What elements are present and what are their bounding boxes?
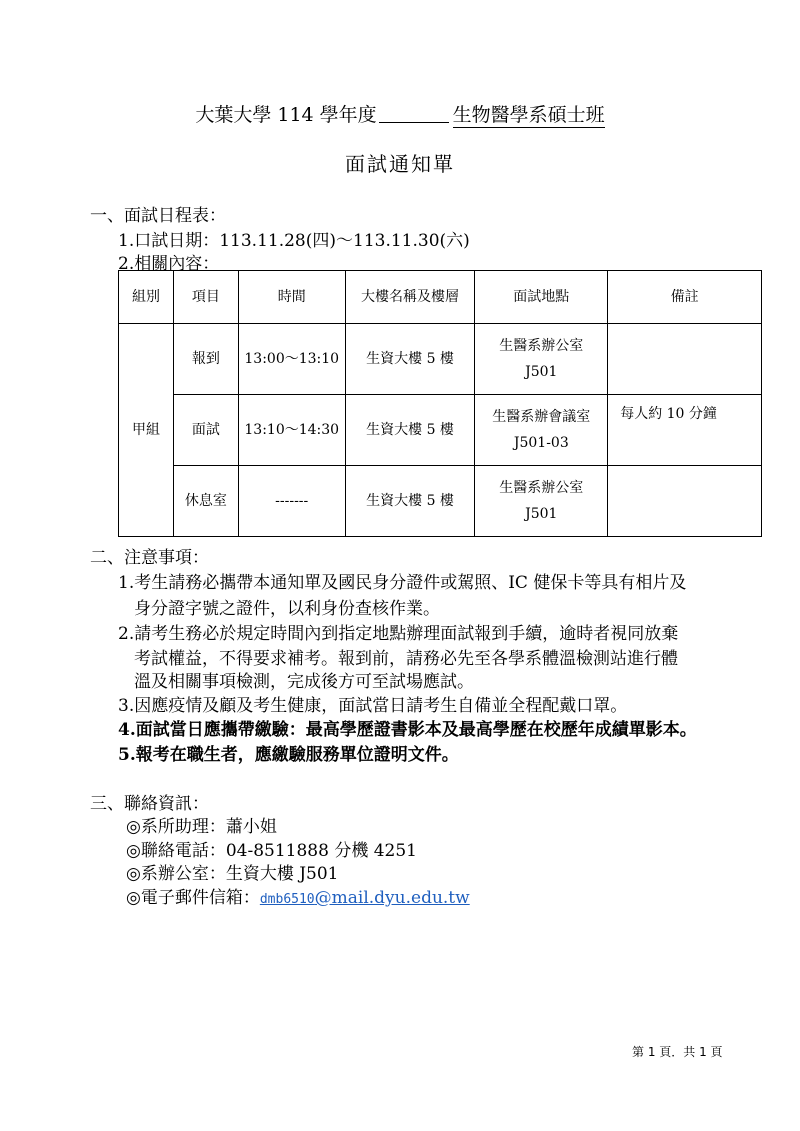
location-cell bbox=[475, 466, 608, 537]
note-cell: 每人約 10 分鐘 bbox=[608, 395, 762, 466]
contact-phone: ◎聯絡電話：04-8511888 分機 4251 bbox=[126, 841, 417, 861]
location-line2: J501 bbox=[525, 506, 558, 522]
notice-3-line1: 3.因應疫情及顧及考生健康，面試當日請考生自備並全程配戴口罩。 bbox=[118, 696, 628, 716]
col-header-time: 時間 bbox=[238, 271, 345, 324]
note-cell bbox=[608, 466, 762, 537]
related-content-label: 2.相關內容： bbox=[118, 254, 220, 274]
table-row bbox=[119, 395, 762, 466]
notice-1-line1: 1.考生請務必攜帶本通知單及國民身分證件或駕照、IC 健保卡等具有相片及 bbox=[118, 573, 687, 593]
location-cell bbox=[475, 395, 608, 466]
col-header-location: 面試地點 bbox=[475, 271, 608, 324]
email-user: dmb6510 bbox=[259, 892, 315, 907]
interview-date-line: 1.口試日期：113.11.28(四)～113.11.30(六) bbox=[118, 231, 470, 251]
notice-1-line2: 身分證字號之證件，以利身份查核作業。 bbox=[134, 599, 440, 619]
building-cell: 生資大樓 5 樓 bbox=[345, 395, 475, 466]
table-header-row bbox=[119, 271, 762, 324]
email-label: ◎電子郵件信箱： bbox=[126, 888, 260, 908]
table-row bbox=[119, 324, 762, 395]
section2-heading: 二、注意事項： bbox=[90, 548, 209, 568]
col-header-note: 備註 bbox=[608, 271, 762, 324]
item-cell: 報到 bbox=[173, 324, 238, 395]
group-cell: 甲組 bbox=[119, 324, 174, 537]
notice-4-line1: 4.面試當日應攜帶繳驗：最高學歷證書影本及最高學歷在校歷年成績單影本。 bbox=[118, 720, 697, 740]
location-line1: 生醫系辦公室 bbox=[499, 480, 584, 496]
section3-heading: 三、聯絡資訊： bbox=[90, 794, 209, 814]
section1-heading: 一、面試日程表： bbox=[90, 206, 226, 226]
location-line2: J501-03 bbox=[513, 435, 569, 451]
schedule-table bbox=[118, 270, 762, 537]
time-cell: 13:00～13:10 bbox=[238, 324, 345, 395]
notice-title: 面試通知單 bbox=[345, 152, 455, 176]
time-cell: ------- bbox=[238, 466, 345, 537]
email-link[interactable] bbox=[260, 888, 470, 908]
building-cell: 生資大樓 5 樓 bbox=[345, 324, 475, 395]
location-line1: 生醫系辦公室 bbox=[499, 338, 584, 354]
building-cell: 生資大樓 5 樓 bbox=[345, 466, 475, 537]
contact-office: ◎系辦公室：生資大樓 J501 bbox=[126, 864, 339, 884]
notice-2-line3: 溫及相關事項檢測，完成後方可至試場應試。 bbox=[134, 672, 474, 692]
title-underline-blank bbox=[379, 104, 449, 123]
location-line1: 生醫系辦會議室 bbox=[492, 409, 591, 425]
school-year-label: 大葉大學 114 學年度 bbox=[195, 104, 377, 126]
col-header-building: 大樓名稱及樓層 bbox=[345, 271, 475, 324]
location-line2: J501 bbox=[525, 364, 558, 380]
col-header-item: 項目 bbox=[173, 271, 238, 324]
item-cell: 面試 bbox=[173, 395, 238, 466]
time-cell: 13:10～14:30 bbox=[238, 395, 345, 466]
document-title bbox=[0, 100, 800, 127]
contact-email bbox=[126, 883, 470, 908]
location-cell bbox=[475, 324, 608, 395]
table-row bbox=[119, 466, 762, 537]
notice-2-line1: 2.請考生務必於規定時間內到指定地點辦理面試報到手續，逾時者視同放棄 bbox=[118, 624, 679, 644]
page-number: 第 1 頁．共 1 頁 bbox=[632, 1045, 723, 1059]
item-cell: 休息室 bbox=[173, 466, 238, 537]
notice-2-line2: 考試權益，不得要求補考。報到前，請務必先至各學系體溫檢測站進行體 bbox=[134, 649, 678, 669]
col-header-group: 組別 bbox=[119, 271, 174, 324]
note-cell bbox=[608, 324, 762, 395]
notice-5-line1: 5.報考在職生者，應繳驗服務單位證明文件。 bbox=[118, 745, 459, 765]
contact-assistant: ◎系所助理：蕭小姐 bbox=[126, 817, 277, 837]
email-domain: @mail.dyu.edu.tw bbox=[314, 888, 470, 908]
department-name: 生物醫學系碩士班 bbox=[452, 104, 605, 126]
